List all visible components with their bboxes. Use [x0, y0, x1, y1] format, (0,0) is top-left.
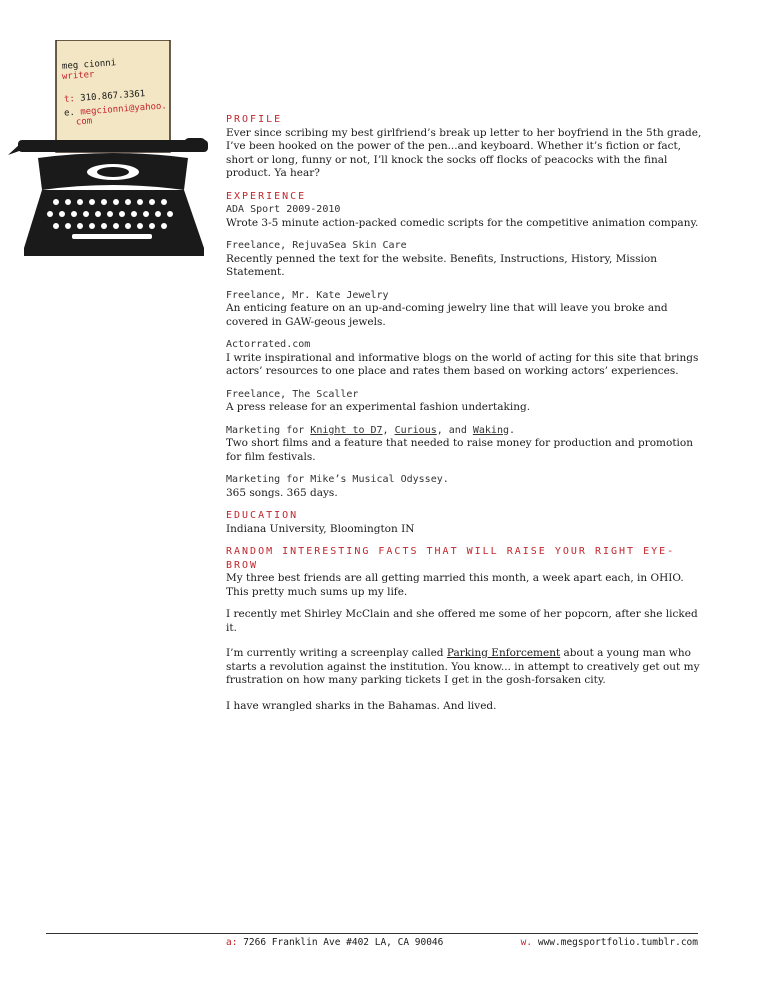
phone-number: 310.867.3361	[79, 89, 146, 104]
curious-link[interactable]: Curious	[394, 424, 437, 436]
entry-title: Actorrated.com	[226, 339, 311, 350]
separator: ,	[382, 424, 395, 436]
typewriter-illustration	[8, 40, 218, 260]
separator: , and	[436, 424, 473, 436]
entry-text: A press release for an experimental fashion undertaking.	[226, 401, 531, 413]
entry-title-prefix: Marketing for	[226, 424, 311, 436]
experience-section	[226, 190, 706, 501]
experience-heading: EXPERIENCE	[226, 190, 307, 202]
entry-title-suffix: .	[509, 424, 516, 436]
address-text: 7266 Franklin Ave #402 LA, CA 90046	[243, 937, 444, 948]
footer-divider	[46, 933, 698, 934]
experience-entry	[226, 289, 706, 330]
education-text: Indiana University, Bloomington IN	[226, 522, 415, 535]
entry-text: Recently penned the text for the website. Benefits, Instructions, History, Mission Statement.	[226, 252, 657, 278]
profile-text: Ever since scribing my best girlfriend’s break up letter to her boyfriend in the 5th grade, I’ve been hooked on the power of the pen...and keyboard. Whether it’s fiction or fact, short or long, funny or not, I’ll knock the socks off flocks of peacocks with the final product. Ya hear?	[226, 126, 702, 179]
entry-text: 365 songs. 365 days.	[226, 486, 338, 499]
entry-title: Freelance, RejuvaSea Skin Care	[226, 240, 407, 251]
entry-text: I write inspirational and informative blogs on the world of acting for this site that brings actors’ resources to one place and rates them based on working actors’ experiences.	[226, 351, 699, 377]
footer-address	[226, 937, 443, 948]
entry-text: Wrote 3-5 minute action-packed comedic scripts for the competitive animation company.	[226, 216, 699, 229]
knight-to-d7-link[interactable]: Knight to D7	[310, 424, 383, 436]
experience-entry	[226, 424, 706, 465]
fact-suffix: about a young man who starts a revolution against the institution. You know... in attempt to creatively get out my frustration on how many parking tickets I get in the gosh-forsaken city.	[226, 647, 700, 686]
experience-entry	[226, 239, 706, 280]
entry-title: Freelance, The Scaller	[226, 388, 359, 400]
web-label: w.	[520, 937, 533, 948]
entry-text: An enticing feature on an up-and-coming jewelry line that will leave you broke and covered in GAW-geous jewels.	[226, 302, 668, 328]
parking-enforcement-link[interactable]: Parking Enforcement	[446, 647, 561, 659]
fact-item	[226, 647, 706, 688]
entry-title: Freelance, Mr. Kate Jewelry	[226, 289, 389, 301]
profile-section	[226, 113, 706, 181]
facts-heading: RANDOM INTERESTING FACTS THAT WILL RAISE YOUR RIGHT EYE-BROW	[226, 546, 676, 571]
email-line2: com	[75, 116, 93, 128]
waking-link[interactable]: Waking	[472, 424, 509, 436]
entry-title: Marketing for Mike’s Musical Odyssey.	[226, 474, 449, 485]
education-section	[226, 509, 706, 536]
address-label: a:	[226, 937, 238, 948]
footer-website	[521, 937, 698, 948]
entry-title	[226, 424, 706, 438]
profile-heading: PROFILE	[226, 114, 283, 125]
entry-text: Two short films and a feature that needed to raise money for production and promotion for film festivals.	[226, 437, 693, 463]
fact-item: My three best friends are all getting married this month, a week apart each, in OHIO. This pretty much sums up my life.	[226, 572, 684, 598]
paper-role: writer	[61, 69, 95, 83]
experience-entry	[226, 388, 706, 415]
education-heading: EDUCATION	[226, 510, 299, 521]
fact-item: I have wrangled sharks in the Bahamas. And lived.	[226, 699, 497, 712]
resume-content	[226, 113, 706, 713]
experience-entry	[226, 203, 706, 230]
experience-entry	[226, 473, 706, 500]
phone-label: t:	[63, 94, 76, 105]
facts-section	[226, 545, 706, 713]
fact-item: I recently met Shirley McClain and she offered me some of her popcorn, after she licked it.	[226, 608, 698, 634]
experience-entry	[226, 338, 706, 379]
email-label: e.	[63, 107, 76, 119]
paper-name: meg cionni	[61, 58, 117, 72]
fact-prefix: I’m currently writing a screenplay called	[226, 647, 447, 659]
website-link[interactable]: www.megsportfolio.tumblr.com	[537, 937, 698, 948]
entry-title: ADA Sport 2009-2010	[226, 204, 341, 215]
email-line1: megcionni@yahoo.	[79, 101, 168, 118]
